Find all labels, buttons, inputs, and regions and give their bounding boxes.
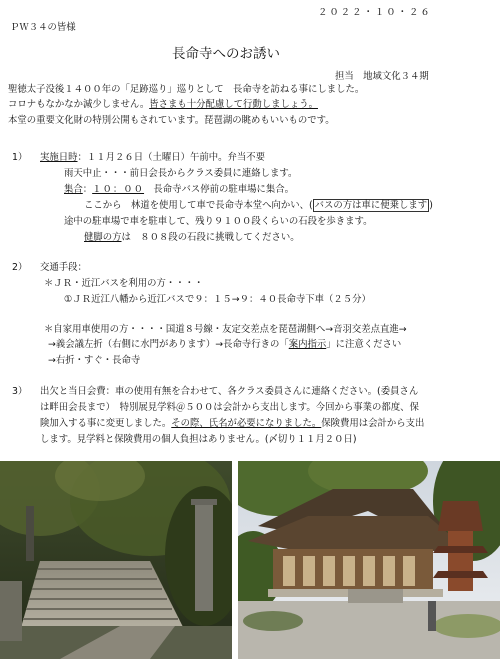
name-required-note: その際、氏名が必要になりました。	[171, 418, 322, 429]
meeting-line: 集合：１０：００ 長命寺バス停前の駐車場に集合。	[64, 184, 295, 195]
rain-note: 雨天中止・・・前日会長からクラス委員に連絡します。	[64, 168, 298, 179]
attendance-line-1: 出欠と当日会費：車の使用有無を合わせて、各クラス委員さんに連絡ください。(委員さん	[40, 386, 419, 397]
intro-line-1: 聖徳太子没後１４００年の「足跡巡り」巡りとして 長命寺を訪ねる事にしました。	[8, 84, 365, 95]
schedule-label: 実施日時	[40, 152, 78, 163]
organizer: 担当 地域文化３４期	[335, 71, 429, 82]
schedule-line: 実施日時：１１月２６日（土曜日）午前中。弁当不要	[40, 152, 266, 163]
parking-line: 途中の駐車場で車を駐車して、残り９１００段くらいの石段を歩きます。	[64, 216, 373, 227]
section-2-number: 2）	[12, 262, 28, 273]
stone-steps-photo	[0, 461, 232, 659]
intro-line-2: コロナもなかなか減少しません。皆さまも十分配慮して行動しましょう。	[8, 99, 318, 110]
fit-walkers-label: 健脚の方	[84, 232, 122, 243]
guide-sign-note: 案内指示	[288, 339, 327, 350]
bus-carpool-note: バスの方は車に便乗します	[314, 200, 428, 211]
attendance-line-3: 険加入する事に変更しました。その際、氏名が必要になりました。保険費用は会計から支出	[40, 418, 425, 429]
meeting-time: １０：００	[92, 184, 145, 195]
public-transport-line: ＊ＪＲ・近江バスを利用の方・・・・	[44, 278, 204, 289]
bus-route-line: ①ＪＲ近江八幡から近江バスで９：１５→９：４０長命寺下車（２５分）	[64, 294, 371, 305]
transport-heading: 交通手段：	[40, 262, 87, 273]
route-line: ここから 林道を使用して車で長命寺本堂へ向かい、( バスの方は車に便乗します )	[84, 200, 433, 211]
attendance-line-2: は畔田会長まで） 特別展見学料＠５００は会計から支出します。今回から事業の都度、保	[40, 402, 419, 413]
car-route-line-3: →右折・すぐ・長命寺	[48, 355, 141, 366]
temple-hall-photo	[238, 461, 500, 659]
document-date: ２０２２・１０・２６	[318, 7, 432, 18]
document-title: 長命寺へのお誘い	[172, 46, 280, 62]
car-route-line-2: →義会議左折（右側に水門があります）→長命寺行きの「案内指示」に注意ください	[48, 339, 402, 350]
section-3-number: 3）	[12, 386, 28, 397]
caution-note: 皆さまも十分配慮して行動しましょう。	[149, 99, 318, 110]
intro-line-3: 本堂の重要文化財の特別公開もされています。琵琶湖の眺めもいいものです。	[8, 115, 335, 126]
greeting: ＰＷ３４の皆様	[10, 22, 76, 33]
meeting-label: 集合	[64, 184, 83, 195]
hiking-line: 健脚の方は ８０８段の石段に挑戦してください。	[84, 232, 300, 243]
car-route-line-1: ＊自家用車使用の方・・・・国道８号線・友定交差点を琵琶湖側へ→音羽交差点直進→	[44, 324, 407, 335]
attendance-line-4: します。見学料と保険費用の個人負担はありません。(〆切り１１月２０日)	[40, 434, 357, 445]
section-1-number: 1）	[12, 152, 28, 163]
